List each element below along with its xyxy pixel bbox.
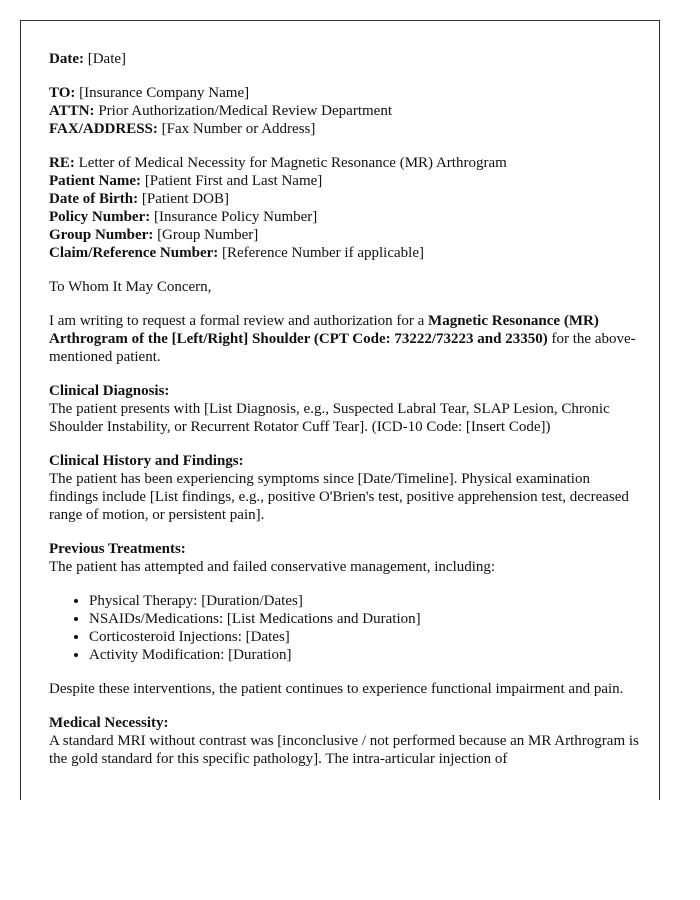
- intro-procedure: Magnetic Resonance (MR) Arthrogram of the [Left/Right] Shoulder (CPT Code: 73222/73223 and 23350): [49, 313, 599, 347]
- dob-line: [49, 190, 639, 208]
- re-value: Letter of Medical Necessity for Magnetic Resonance (MR) Arthrogram: [74, 155, 507, 171]
- fax-value: [Fax Number or Address]: [157, 121, 316, 137]
- claim-label: Claim/Reference Number:: [49, 245, 219, 261]
- date-value: [Date]: [83, 51, 127, 67]
- reference-block: [49, 154, 639, 262]
- letter-page-frame: [20, 20, 660, 800]
- necessity-body: A standard MRI without contrast was [inconclusive / not performed because an MR Arthrogram is the gold standard for this specific pathology]. The intra-articular injection of: [49, 733, 639, 767]
- attn-value: Prior Authorization/Medical Review Department: [94, 103, 392, 119]
- date-line: [49, 50, 639, 68]
- to-label: TO:: [49, 85, 76, 101]
- section-treatments: [49, 540, 639, 576]
- claim-line: [49, 244, 639, 262]
- medical-necessity-letter: [49, 50, 639, 784]
- treatment-item: • NSAIDs/Medications: [List Medications and Duration]: [89, 610, 639, 628]
- treatment-item: • Activity Modification: [Duration]: [89, 646, 639, 664]
- attn-line: [49, 102, 639, 120]
- treatment-item: • Physical Therapy: [Duration/Dates]: [89, 592, 639, 610]
- salutation: To Whom It May Concern,: [49, 279, 212, 295]
- attn-label: ATTN:: [49, 103, 95, 119]
- to-line: [49, 84, 639, 102]
- diagnosis-body: The patient presents with [List Diagnosis, e.g., Suspected Labral Tear, SLAP Lesion, Chronic Shoulder Instability, or Recurrent Rotator Cuff Tear]. (ICD-10 Code: [Insert Code]): [49, 401, 610, 435]
- re-line: [49, 154, 639, 172]
- dob-value: [Patient DOB]: [138, 191, 229, 207]
- policy-value: [Insurance Policy Number]: [150, 209, 318, 225]
- patient-name-value: [Patient First and Last Name]: [141, 173, 323, 189]
- history-body: The patient has been experiencing symptoms since [Date/Timeline]. Physical examination findings include [List findings, e.g., positive O'Brien's test, positive apprehension test, decreased range of motion, or persistent pain].: [49, 471, 629, 523]
- history-heading: Clinical History and Findings:: [49, 453, 244, 469]
- intro-text-before: I am writing to request a formal review and authorization for a: [49, 313, 429, 329]
- policy-line: [49, 208, 639, 226]
- fax-label: FAX/ADDRESS:: [49, 121, 158, 137]
- group-line: [49, 226, 639, 244]
- to-value: [Insurance Company Name]: [75, 85, 250, 101]
- recipient-block: [49, 84, 639, 138]
- intro-paragraph: [49, 312, 639, 366]
- intro-text-after: for the above-mentioned patient.: [49, 331, 636, 365]
- dob-label: Date of Birth:: [49, 191, 139, 207]
- fax-line: [49, 120, 639, 138]
- section-diagnosis: [49, 382, 639, 436]
- group-value: [Group Number]: [153, 227, 259, 243]
- necessity-heading: Medical Necessity:: [49, 715, 169, 731]
- treatments-conclusion: Despite these interventions, the patient continues to experience functional impairment and pain.: [49, 681, 624, 697]
- re-label: RE:: [49, 155, 75, 171]
- treatments-list: [49, 592, 639, 664]
- diagnosis-heading: Clinical Diagnosis:: [49, 383, 170, 399]
- treatment-item: • Corticosteroid Injections: [Dates]: [89, 628, 639, 646]
- patient-name-line: [49, 172, 639, 190]
- section-history: [49, 452, 639, 524]
- patient-name-label: Patient Name:: [49, 173, 142, 189]
- treatments-heading: Previous Treatments:: [49, 541, 186, 557]
- claim-value: [Reference Number if applicable]: [218, 245, 424, 261]
- date-label: Date:: [49, 51, 84, 67]
- treatments-body: The patient has attempted and failed conservative management, including:: [49, 559, 496, 575]
- section-necessity: [49, 714, 639, 768]
- group-label: Group Number:: [49, 227, 154, 243]
- policy-label: Policy Number:: [49, 209, 151, 225]
